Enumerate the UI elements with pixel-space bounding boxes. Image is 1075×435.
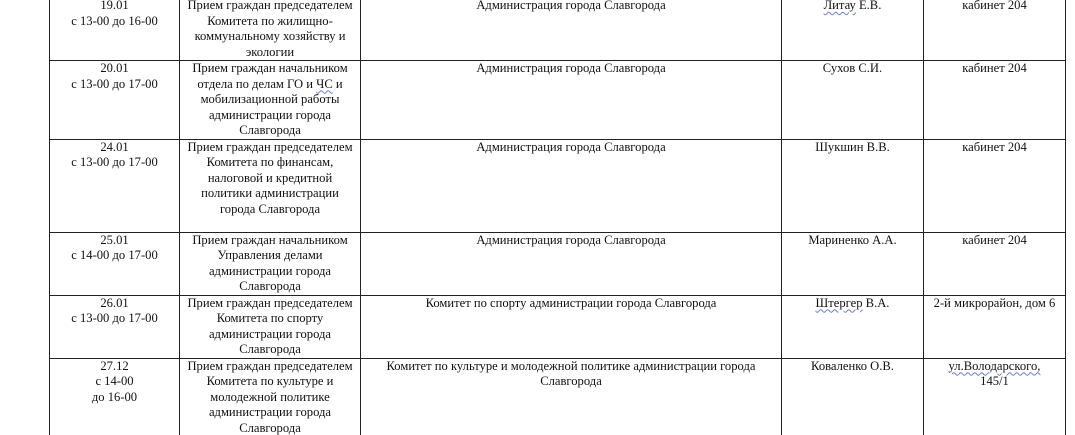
organization-cell <box>361 0 782 61</box>
responsible-cell <box>782 139 924 232</box>
event-description: Прием граждан председателем Комитета по культуре и молодежной политике администрации города Славгорода <box>187 358 353 435</box>
table-row <box>50 61 1066 140</box>
place-cell <box>924 295 1066 358</box>
responsible-initials: В.А. <box>862 295 890 310</box>
table-row <box>50 139 1066 232</box>
place: кабинет 204 <box>962 0 1027 12</box>
time-range: с 14-00 до 17-00 <box>71 248 158 262</box>
event-description: Прием граждан председателем Комитета по спорту администрации города Славгорода <box>187 295 353 356</box>
date: 24.01 <box>100 139 129 154</box>
event-cell <box>180 0 361 61</box>
event-description: Прием граждан председателем Комитета по финансам, налоговой и кредитной политики администрации города Славгорода <box>187 139 353 216</box>
organization-cell <box>361 232 782 295</box>
time-range: с 13-00 до 17-00 <box>71 311 158 325</box>
place: 2-й микрорайон, дом 6 <box>933 295 1056 310</box>
date: 26.01 <box>100 295 129 310</box>
place-cell <box>924 139 1066 232</box>
responsible-surname: Литау <box>823 0 856 12</box>
organization-cell <box>361 295 782 358</box>
responsible-surname: Штергер <box>815 295 863 310</box>
event-cell <box>180 61 361 140</box>
time-range: с 13-00 до 16-00 <box>71 13 158 28</box>
event-cell <box>180 139 361 232</box>
event-description-part: Прием граждан начальником отдела по делам ГО и <box>192 61 348 91</box>
place-cell <box>924 61 1066 140</box>
organization-cell <box>361 358 782 435</box>
responsible-cell <box>782 0 924 61</box>
place-building: 145/1 <box>980 374 1009 388</box>
organization: Администрация города Славгорода <box>476 139 666 154</box>
place-cell <box>924 232 1066 295</box>
table-row <box>50 0 1066 61</box>
place-cell <box>924 358 1066 435</box>
organization: Комитет по культуре и молодежной политике администрации города Славгорода <box>386 358 756 388</box>
date-cell <box>50 139 180 232</box>
event-cell <box>180 358 361 435</box>
responsible: Сухов С.И. <box>822 61 883 75</box>
event-description-part: и мобилизационной работы администрации города Славгорода <box>200 76 343 137</box>
event-abbreviation: ЧС <box>316 76 333 91</box>
event-description: Прием граждан начальником Управления делами администрации города Славгорода <box>192 232 348 293</box>
date: 25.01 <box>100 232 129 247</box>
organization-cell <box>361 61 782 140</box>
responsible-cell <box>782 61 924 140</box>
responsible: Шукшин В.В. <box>815 139 890 154</box>
organization: Администрация города Славгорода <box>476 232 666 247</box>
table-row <box>50 232 1066 295</box>
responsible-cell <box>782 232 924 295</box>
time-range: с 13-00 до 17-00 <box>71 76 158 91</box>
date-cell <box>50 232 180 295</box>
date: 20.01 <box>100 61 129 75</box>
responsible: Коваленко О.В. <box>811 358 894 373</box>
table-row <box>50 358 1066 435</box>
place-cell <box>924 0 1066 61</box>
table-row <box>50 295 1066 358</box>
date-cell <box>50 61 180 140</box>
time-range: с 13-00 до 17-00 <box>71 155 158 169</box>
organization: Комитет по спорту администрации города Славгорода <box>425 295 717 310</box>
time-end: до 16-00 <box>91 389 138 404</box>
responsible-cell <box>782 295 924 358</box>
responsible-initials: Е.В. <box>855 0 882 12</box>
organization: Администрация города Славгорода <box>476 0 666 12</box>
place: кабинет 204 <box>962 232 1027 247</box>
responsible: Мариненко А.А. <box>808 232 897 247</box>
date: 19.01 <box>100 0 129 12</box>
event-description: Прием граждан председателем Комитета по жилищно-коммунальному хозяйству и экологии <box>187 0 353 59</box>
date: 27.12 <box>100 358 129 373</box>
place-street: ул.Володарского, <box>948 358 1041 373</box>
time-start: с 14-00 <box>95 374 134 388</box>
date-cell <box>50 295 180 358</box>
date-cell <box>50 358 180 435</box>
organization: Администрация города Славгорода <box>476 61 666 75</box>
date-cell <box>50 0 180 61</box>
responsible-cell <box>782 358 924 435</box>
place: кабинет 204 <box>962 139 1027 154</box>
organization-cell <box>361 139 782 232</box>
place: кабинет 204 <box>962 61 1027 75</box>
event-cell <box>180 232 361 295</box>
event-cell <box>180 295 361 358</box>
reception-schedule-table <box>49 0 1066 435</box>
